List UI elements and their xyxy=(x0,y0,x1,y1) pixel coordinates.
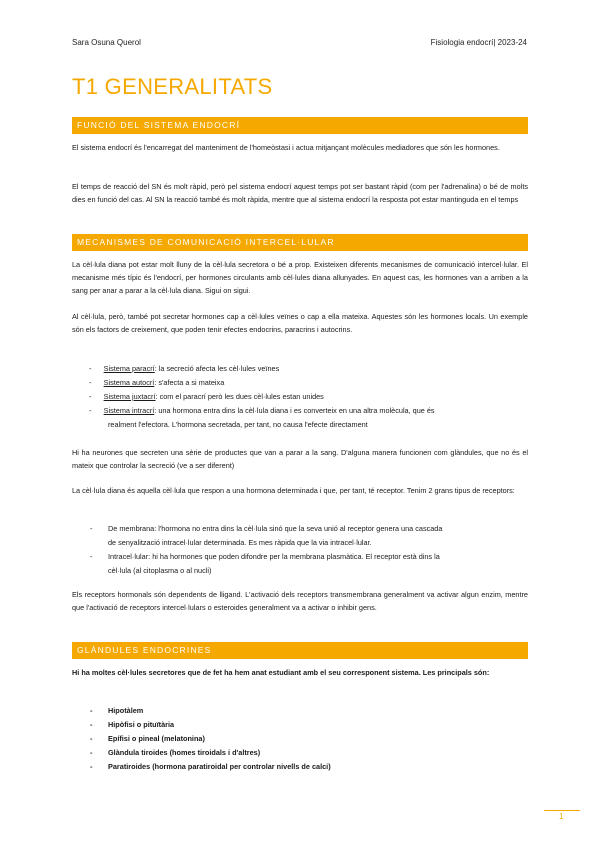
list-item-term: Sistema paracrí xyxy=(103,364,155,373)
page-number: 1 xyxy=(559,812,564,821)
list-item-term: Sistema juxtacrí xyxy=(103,392,156,401)
paragraph: Al cèl·lula, però, també pot secretar hormones cap a cèl·lules veïnes o cap a ella mateixa. Aquestes són les hormones locals. Un exemple són els factors de creixement, que poden tenir efectes endocrins, paracrins i autocrins. xyxy=(72,312,528,334)
list-item: - Sistema paracrí: la secreció afecta les cèl·lules veïnes xyxy=(89,364,280,373)
section-heading-mecanismes: MECANISMES DE COMUNICACIÓ INTERCEL·LULAR xyxy=(72,234,528,251)
dash-marker: - xyxy=(90,524,93,533)
paragraph: La cèl·lula diana pot estar molt lluny de la cèl·lula secretora o bé a prop. Existeixen diferents mecanismes de comunicació intercel·lular. El mecanisme més típic és l'endocrí, per hormones circulants amb cèl·lules diana allunyades. En aquest cas, les hormones van a arriben a la sang per anar a parar a la cèl·lula diana. Sigui on sigui. xyxy=(72,260,528,295)
dash-marker: - xyxy=(90,706,93,715)
paragraph: La cèl·lula diana és aquella cèl·lula que respon a una hormona determinada i que, per tant, té receptor. Tenim 2 grans tipus de receptors: xyxy=(72,486,515,495)
receptor-item: De membrana: l'hormona no entra dins la cèl·lula sinó que la seva unió al receptor genera una cascada xyxy=(108,524,443,533)
paragraph: Hi ha moltes cèl·lules secretores que de fet ha hem anat estudiant amb el seu corresponent sistema. Les principals són: xyxy=(72,668,490,677)
section-heading-glandules: GLÀNDULES ENDOCRINES xyxy=(72,642,528,659)
header-author: Sara Osuna Querol xyxy=(72,38,141,47)
section-heading-funcio: FUNCIÓ DEL SISTEMA ENDOCRÍ xyxy=(72,117,528,134)
dash-marker: - xyxy=(90,748,93,757)
list-item-continuation: realment l'efectora. L'hormona secretada, per tant, no causa l'efecte directament xyxy=(108,420,368,429)
gland-item: Hipòfisi o pituïtària xyxy=(108,720,175,729)
list-item-term: Sistema intracrí xyxy=(103,406,155,415)
gland-item: Glàndula tiroides (homes tiroidals i d'altres) xyxy=(108,748,261,757)
dash-marker: - xyxy=(90,762,93,771)
dash-marker: - xyxy=(90,552,93,561)
list-item-text: : com el paracrí però les dues cèl·lules estan unides xyxy=(155,392,324,401)
dash-marker: - xyxy=(90,720,93,729)
list-item-text: : s'afecta a si mateixa xyxy=(154,378,225,387)
list-item-text: : una hormona entra dins la cèl·lula diana i es converteix en una altra molècula, que és xyxy=(154,406,435,415)
paragraph: Els receptors hormonals són dependents de lligand. L'activació dels receptors transmembrana generalment va activar algun enzim, mentre que l'activació de receptors intercel·lulars o esteroides generalment va a activar o inhibir gens. xyxy=(72,590,528,612)
list-item-term: Sistema autocrí xyxy=(103,378,155,387)
dash-marker: - xyxy=(90,734,93,743)
receptor-item-continuation: cèl·lula (al citoplasma o al nucli) xyxy=(108,566,212,575)
list-item: - Sistema intracrí: una hormona entra dins la cèl·lula diana i es converteix en una altra molècula, que és xyxy=(89,406,435,415)
gland-item: Paratiroides (hormona paratiroidal per controlar nivells de calci) xyxy=(108,762,331,771)
header-course: Fisiologia endocrí| 2023-24 xyxy=(430,38,527,47)
gland-item: Hipotàlem xyxy=(108,706,144,715)
list-item: - Sistema juxtacrí: com el paracrí però les dues cèl·lules estan unides xyxy=(89,392,324,401)
gland-item: Epífisi o pineal (melatonina) xyxy=(108,734,205,743)
paragraph: El temps de reacció del SN és molt ràpid, però pel sistema endocrí aquest temps pot ser bastant ràpid (com per l'adrenalina) o bé de molts dies en funció del cas. Al SN la reacció també és molt ràpida, mentre que al sistema endocrí la resposta pot estar mantinguda en el temps xyxy=(72,182,528,204)
page-title: T1 GENERALITATS xyxy=(72,74,273,99)
footer-rule xyxy=(544,810,580,811)
list-item: - Sistema autocrí: s'afecta a si mateixa xyxy=(89,378,225,387)
list-item-text: : la secreció afecta les cèl·lules veïnes xyxy=(154,364,280,373)
paragraph: Hi ha neurones que secreten una sèrie de productes que van a parar a la sang. D'alguna manera funcionen com glàndules, que no és el mateix que controlar la secreció (ve a ser diferent) xyxy=(72,448,528,470)
paragraph: El sistema endocrí és l'encarregat del manteniment de l'homeòstasi i actua mitjançant molècules mediadores que són les hormones. xyxy=(72,143,500,152)
receptor-item: Intracel·lular: hi ha hormones que poden difondre per la membrana plasmàtica. El receptor està dins la xyxy=(108,552,440,561)
receptor-item-continuation: de senyalització intracel·lular determinada. Es mes ràpida que la via intracel·lular. xyxy=(108,538,372,547)
